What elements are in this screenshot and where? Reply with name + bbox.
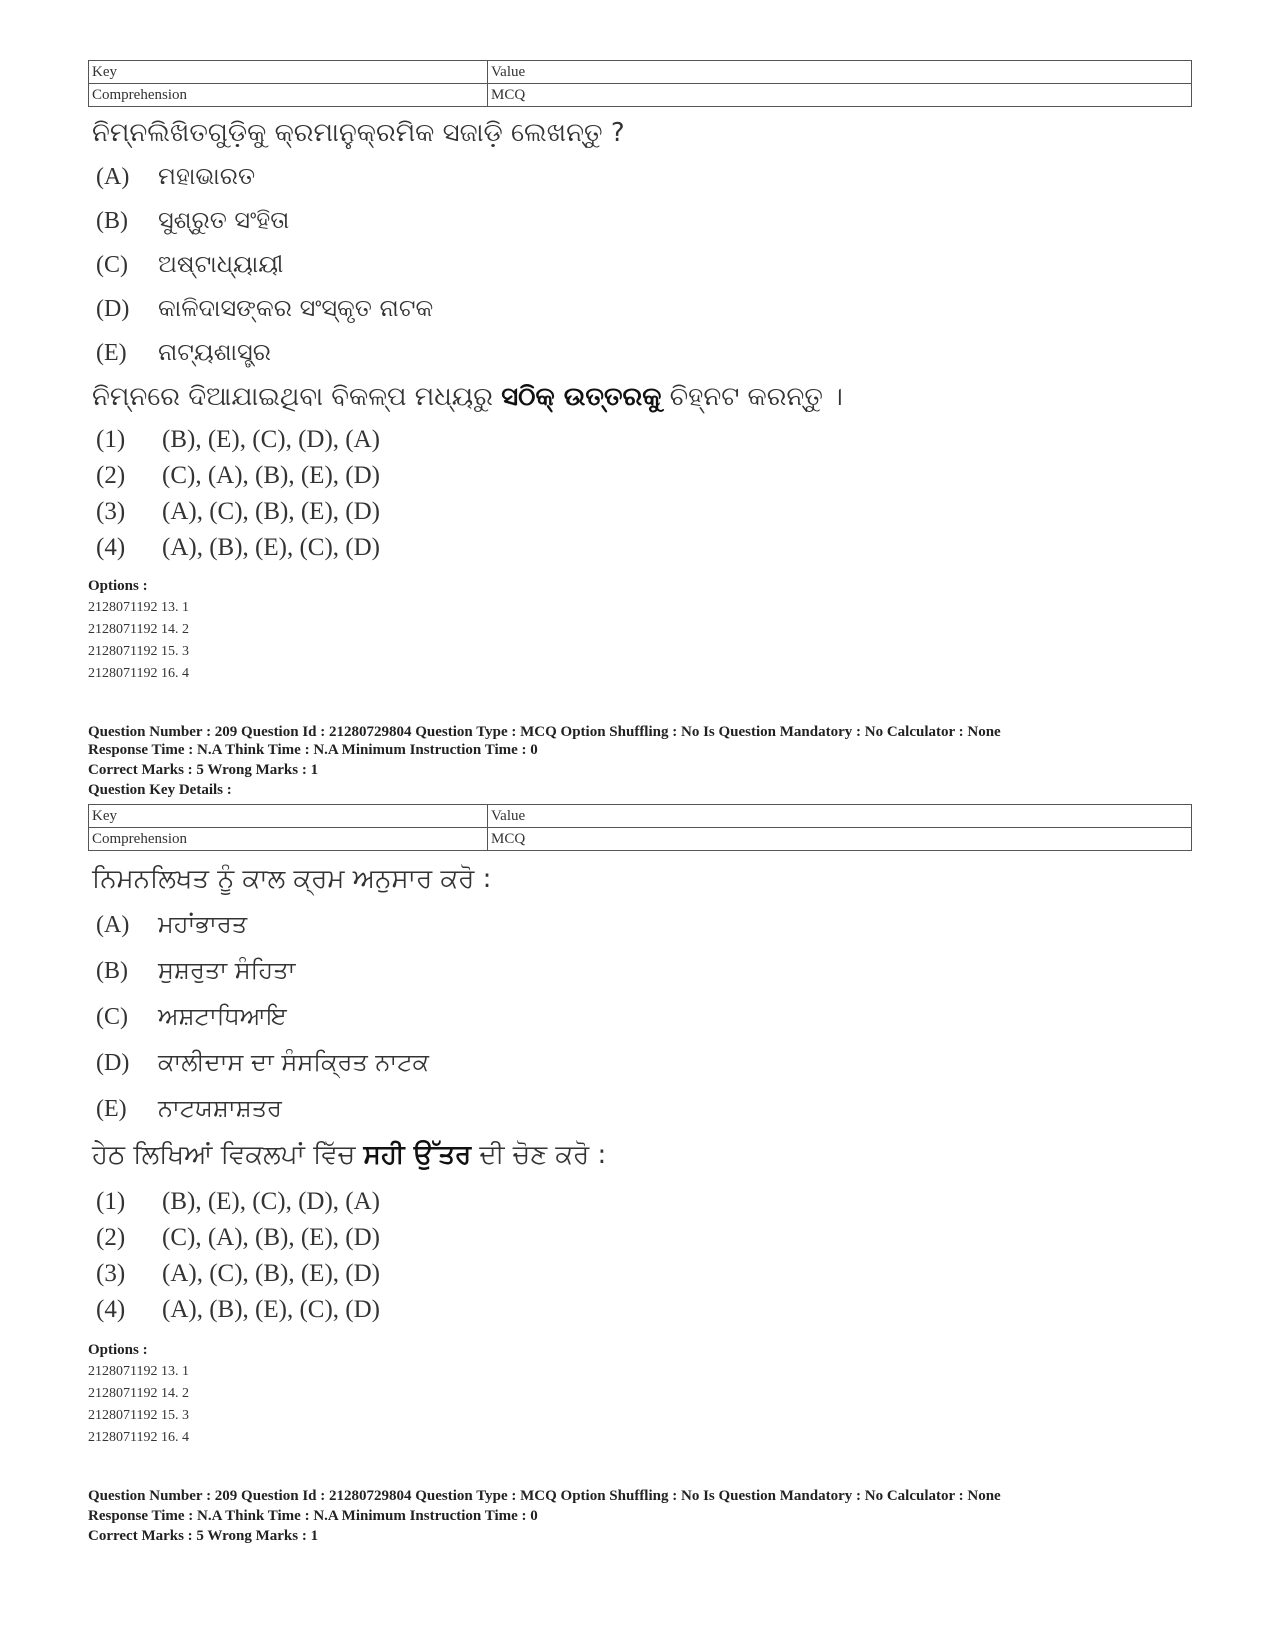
marks-line: Correct Marks : 5 Wrong Marks : 1	[88, 762, 319, 778]
list-item: (C) ਅਸ਼ਟਾਧਿਆਇ	[96, 1002, 287, 1030]
value-header: Value	[488, 61, 1192, 84]
question-stem: ਨਿਮਨਲਿਖਤ ਨੂੰ ਕਾਲ ਕ੍ਰਮ ਅਨੁਸਾਰ ਕਰੋ :	[92, 864, 492, 894]
options-label: Options :	[88, 1342, 148, 1358]
list-item: (E) ਨਾਟਯਸ਼ਾਸ਼ਤਰ	[96, 1094, 282, 1122]
option-id: 2128071192 16. 4	[88, 666, 189, 681]
question-key-table	[88, 60, 1192, 107]
list-item: (D) ਕਾਲੀਦਾਸ ਦਾ ਸੰਸਕ੍ਰਿਤ ਨਾਟਕ	[96, 1048, 429, 1076]
instruction: ਹੇਠ ਲਿਖਿਆਂ ਵਿਕਲਪਾਂ ਵਿੱਚ ਸਹੀ ਉੱਤਰ ਦੀ ਚੋਣ ਕਰੋ :	[92, 1140, 607, 1170]
list-item: (A) ਮਹਾਂਭਾਰਤ	[96, 910, 248, 938]
question-stem: ନିମ୍ନଲିଖିତଗୁଡ଼ିକୁ କ୍ରମାନୁକ୍ରମିକ ସଜାଡ଼ି ଲେଖନ୍ତୁ ?	[92, 118, 625, 148]
options-label: Options :	[88, 578, 148, 594]
answer-choice: (2) (C), (A), (B), (E), (D)	[96, 462, 380, 489]
answer-choice: (4) (A), (B), (E), (C), (D)	[96, 1296, 380, 1323]
key-header: Key	[89, 61, 488, 84]
list-item: (B) ସୁଶ୍ରୁତ ସଂହିତା	[96, 206, 290, 234]
question-meta-line: Response Time : N.A Think Time : N.A Minimum Instruction Time : 0	[88, 1508, 538, 1524]
answer-choice: (1) (B), (E), (C), (D), (A)	[96, 1188, 380, 1215]
key-cell: Comprehension	[89, 84, 488, 107]
value-cell: MCQ	[488, 828, 1192, 851]
option-id: 2128071192 14. 2	[88, 1386, 189, 1401]
list-item: (A) ମହାଭାରତ	[96, 162, 256, 190]
option-id: 2128071192 15. 3	[88, 1408, 189, 1423]
key-details-label: Question Key Details :	[88, 782, 232, 798]
value-header: Value	[488, 805, 1192, 828]
list-item: (C) ଅଷ୍ଟାଧ୍ୟାୟୀ	[96, 250, 284, 278]
answer-choice: (3) (A), (C), (B), (E), (D)	[96, 1260, 380, 1287]
value-cell: MCQ	[488, 84, 1192, 107]
option-id: 2128071192 15. 3	[88, 644, 189, 659]
option-id: 2128071192 14. 2	[88, 622, 189, 637]
instruction: ନିମ୍ନରେ ଦିଆଯାଇଥିବା ବିକଳ୍ପ ମଧ୍ୟରୁ ସଠିକ୍ ଉତ୍ତରକୁ ଚିହ୍ନଟ କରନ୍ତୁ ।	[92, 382, 843, 412]
option-id: 2128071192 13. 1	[88, 600, 189, 615]
question-meta-line: Response Time : N.A Think Time : N.A Minimum Instruction Time : 0	[88, 742, 538, 758]
marks-line: Correct Marks : 5 Wrong Marks : 1	[88, 1528, 319, 1544]
answer-choice: (4) (A), (B), (E), (C), (D)	[96, 534, 380, 561]
question-meta-line: Question Number : 209 Question Id : 21280729804 Question Type : MCQ Option Shuffling : No Is Question Mandatory : No Calculator : None	[88, 1488, 1001, 1504]
question-meta-line: Question Number : 209 Question Id : 21280729804 Question Type : MCQ Option Shuffling : No Is Question Mandatory : No Calculator : None	[88, 724, 1001, 740]
key-cell: Comprehension	[89, 828, 488, 851]
answer-choice: (2) (C), (A), (B), (E), (D)	[96, 1224, 380, 1251]
list-item: (D) କାଳିଦାସଙ୍କର ସଂସ୍କୃତ ନାଟକ	[96, 294, 434, 322]
question-key-table	[88, 804, 1192, 851]
key-header: Key	[89, 805, 488, 828]
option-id: 2128071192 16. 4	[88, 1430, 189, 1445]
list-item: (E) ନାଟ୍ୟଶାସ୍ତ୍ର	[96, 338, 271, 366]
answer-choice: (1) (B), (E), (C), (D), (A)	[96, 426, 380, 453]
option-id: 2128071192 13. 1	[88, 1364, 189, 1379]
answer-choice: (3) (A), (C), (B), (E), (D)	[96, 498, 380, 525]
list-item: (B) ਸੁਸ਼ਰੁਤਾ ਸੰਹਿਤਾ	[96, 956, 296, 984]
